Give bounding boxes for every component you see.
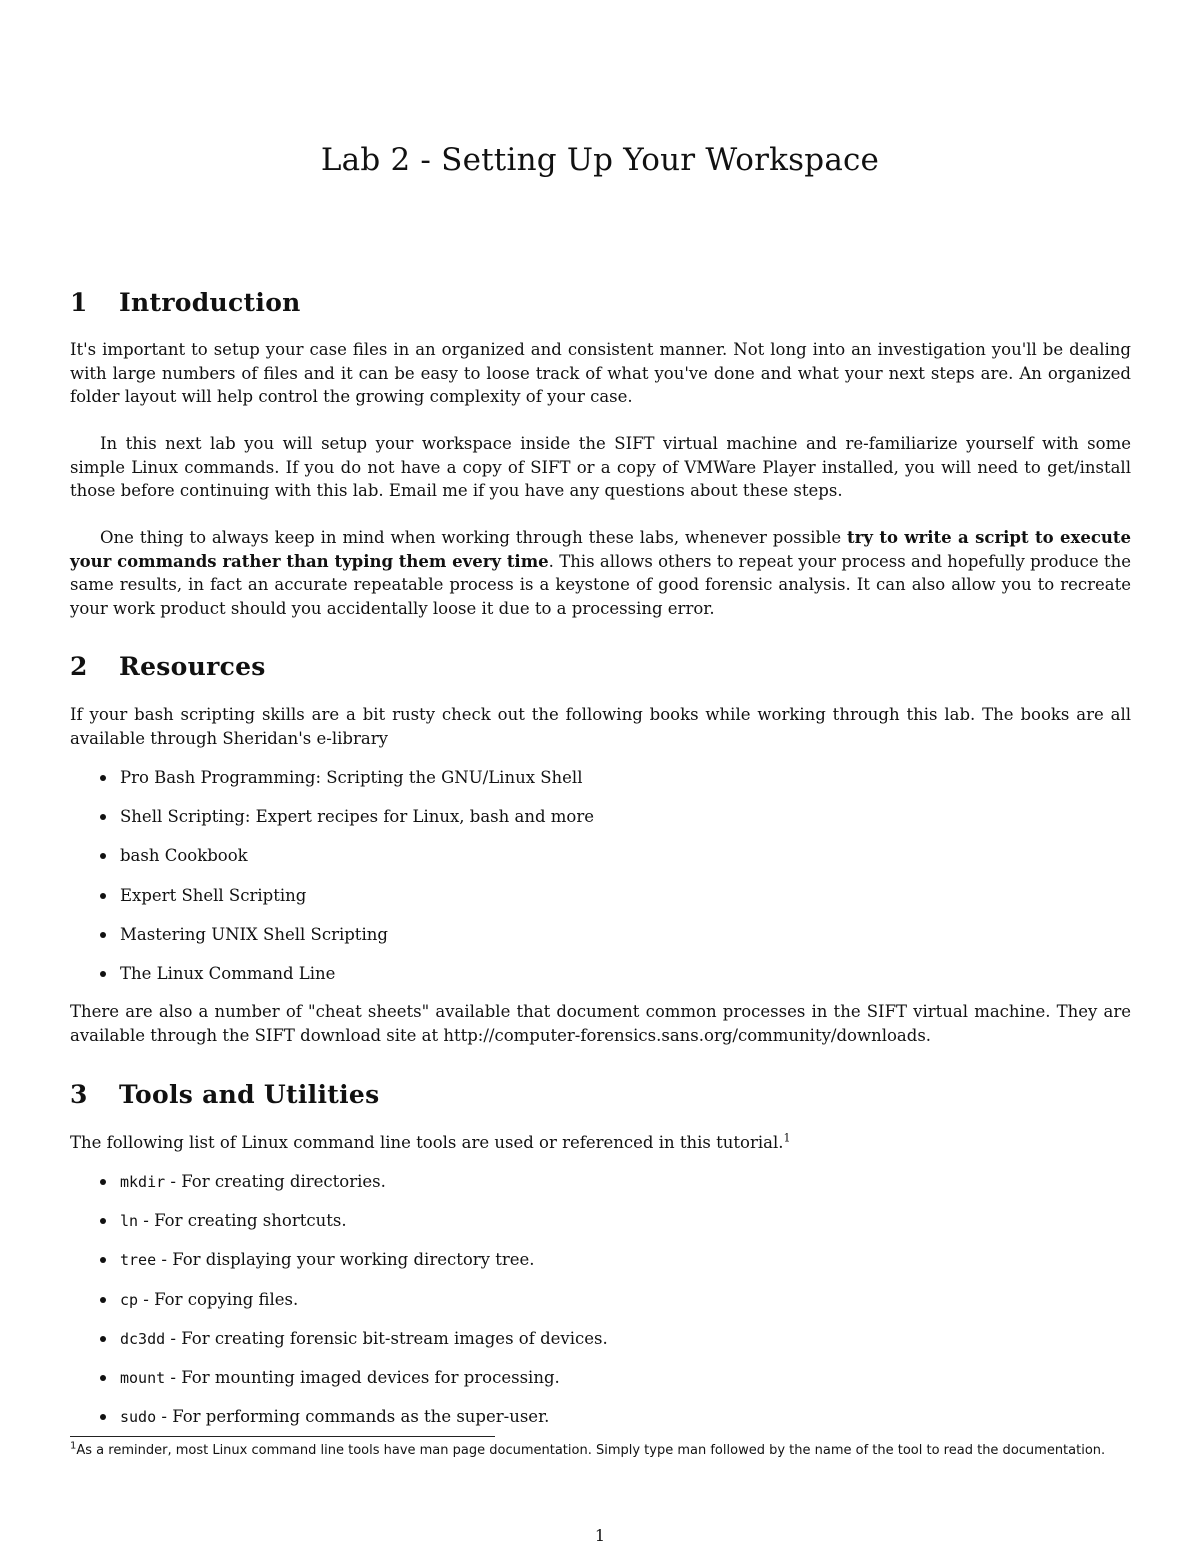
list-item (100, 844, 594, 883)
tool-list (100, 1170, 608, 1444)
paragraph-text: The following list of Linux command line tools are used or referenced in this tutorial. (70, 1133, 784, 1152)
footnote-text: As a reminder, most Linux command line tools have man page documentation. Simply type man followed by the name of the tool to read the documentation. (76, 1443, 1106, 1458)
command-description: - For creating directories. (165, 1172, 386, 1191)
footnote-number: 1 (70, 1440, 77, 1452)
book-title: Expert Shell Scripting (120, 885, 307, 905)
document-title: Lab 2 - Setting Up Your Workspace (320, 142, 880, 178)
book-title: Mastering UNIX Shell Scripting (120, 924, 388, 944)
command-name: sudo (120, 1408, 157, 1427)
book-title: bash Cookbook (120, 846, 248, 866)
list-item (100, 1170, 608, 1209)
bullet-icon (100, 932, 106, 938)
emphasis-text: try to write a script to execute your commands rather than typing them every time (70, 528, 1131, 571)
bullet-icon (100, 1336, 106, 1342)
section-title: Tools and Utilities (119, 1080, 380, 1109)
command-name: mkdir (120, 1173, 166, 1191)
list-item (100, 766, 594, 805)
section-heading-introduction (70, 288, 301, 317)
list-item (100, 1327, 608, 1366)
command-name: tree (120, 1251, 157, 1270)
list-item (100, 1248, 608, 1287)
footnote-marker: 1 (783, 1131, 791, 1145)
command-name: mount (120, 1368, 166, 1387)
bullet-icon (100, 1218, 106, 1224)
command-name: dc3dd (120, 1329, 166, 1348)
section-number: 3 (70, 1080, 88, 1109)
bullet-icon (100, 971, 106, 977)
section-number: 2 (70, 652, 88, 681)
bullet-icon (100, 893, 106, 899)
command-description: - For creating forensic bit-stream images of devices. (165, 1328, 608, 1348)
footnote (70, 1441, 1131, 1460)
footnote-divider (70, 1436, 495, 1437)
intro-paragraph-2: In this next lab you will setup your workspace inside the SIFT virtual machine and re-familiarize yourself with some simple Linux commands. If you do not have a copy of SIFT or a copy of VMWare Player installed, you will need to get/install those before continuing with this lab. Email me if you have any questions about these steps. (70, 434, 1131, 500)
command-description: - For mounting imaged devices for processing. (165, 1367, 560, 1387)
section-heading-resources (70, 652, 266, 681)
book-title: Shell Scripting: Expert recipes for Linux, bash and more (120, 807, 595, 827)
section-number: 1 (70, 288, 88, 317)
intro-paragraph-3 (70, 526, 1131, 620)
section-title: Introduction (119, 288, 301, 317)
list-item (100, 962, 594, 1001)
command-description: - For performing commands as the super-user. (156, 1407, 550, 1427)
paragraph-text: One thing to always keep in mind when working through these labs, whenever possible (100, 528, 848, 547)
intro-paragraph-1: It's important to setup your case files in an organized and consistent manner. Not long into an investigation you'll be dealing with large numbers of files and it can be easy to loose track of what you've done and what your next steps are. An organized folder layout will help control the growing complexity of your case. (70, 340, 1131, 406)
list-item (100, 923, 594, 962)
list-item (100, 1209, 608, 1248)
book-list (100, 766, 594, 1001)
book-title: The Linux Command Line (120, 963, 336, 983)
list-item (100, 1366, 608, 1405)
command-description: - For creating shortcuts. (138, 1211, 347, 1231)
section-title: Resources (119, 652, 266, 681)
list-item (100, 805, 594, 844)
bullet-icon (100, 1375, 106, 1381)
bullet-icon (100, 775, 106, 781)
page-number: 1 (594, 1526, 606, 1545)
bullet-icon (100, 814, 106, 820)
bullet-icon (100, 853, 106, 859)
paragraph-text: . This allows others to repeat your process and hopefully produce the same results, in fact an accurate repeatable process is a keystone of good forensic analysis. It can also allow you to recreate your work product should you accidentally loose it due to a processing error. (70, 551, 1131, 618)
command-name: ln (120, 1212, 139, 1231)
bullet-icon (100, 1179, 106, 1185)
list-item (100, 884, 594, 923)
list-item (100, 1405, 608, 1444)
command-name: cp (120, 1290, 139, 1309)
list-item (100, 1288, 608, 1327)
book-title: Pro Bash Programming: Scripting the GNU/Linux Shell (120, 768, 583, 787)
tools-intro (70, 1131, 1131, 1155)
bullet-icon (100, 1297, 106, 1303)
section-heading-tools (70, 1080, 380, 1109)
command-description: - For displaying your working directory tree. (156, 1250, 535, 1270)
resources-outro: There are also a number of "cheat sheets" available that document common processes in the SIFT virtual machine. They are available through the SIFT download site at http://computer-forensics.sans.org/community/downloads. (70, 1002, 1131, 1045)
resources-intro: If your bash scripting skills are a bit rusty check out the following books while working through this lab. The books are all available through Sheridan's e-library (70, 705, 1131, 748)
command-description: - For copying files. (138, 1289, 299, 1309)
bullet-icon (100, 1414, 106, 1420)
bullet-icon (100, 1257, 106, 1263)
